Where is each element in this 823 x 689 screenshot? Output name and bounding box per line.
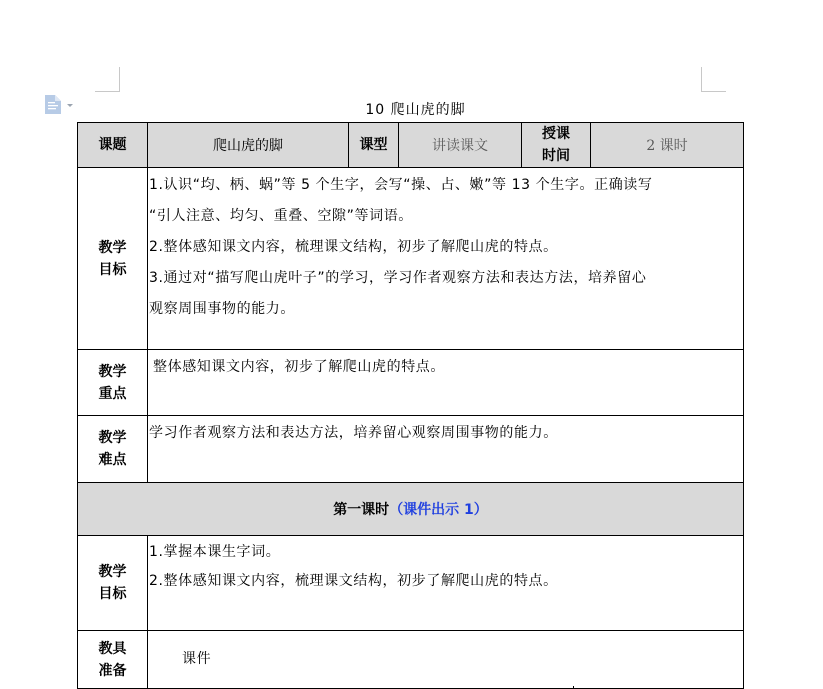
teaching-tools-row bbox=[78, 631, 744, 689]
class-time-label-line1: 授课 bbox=[542, 126, 570, 142]
label-line1: 教学 bbox=[98, 363, 127, 380]
lesson1-objectives-content bbox=[148, 536, 744, 631]
objective-line: 观察周围事物的能力。 bbox=[149, 301, 295, 317]
teaching-objectives-row bbox=[78, 168, 744, 350]
objective-line: “引人注意、均匀、重叠、空隙”等词语。 bbox=[149, 208, 413, 224]
class-time-value: 2 课时 bbox=[591, 123, 744, 168]
objective-line: 2.整体感知课文内容，梳理课文结构，初步了解爬山虎的特点。 bbox=[149, 573, 558, 589]
key-points-row bbox=[78, 350, 744, 416]
page-corner-mark-top-left bbox=[95, 67, 120, 92]
first-lesson-heading bbox=[78, 483, 744, 536]
document-title: 10 爬山虎的脚 bbox=[365, 102, 466, 118]
objective-line: 2.整体感知课文内容，梳理课文结构，初步了解爬山虎的特点。 bbox=[149, 239, 558, 255]
objective-line: 3.通过对“描写爬山虎叶子”的学习，学习作者观察方法和表达方法，培养留心 bbox=[149, 270, 647, 286]
class-time-label-line2: 时间 bbox=[542, 148, 570, 164]
teaching-tools-label bbox=[78, 631, 148, 689]
difficulties-row bbox=[78, 416, 744, 483]
label-line2: 准备 bbox=[98, 662, 127, 679]
teaching-objectives-content bbox=[148, 168, 744, 350]
label-line2: 重点 bbox=[98, 385, 127, 402]
teaching-objectives-label bbox=[78, 168, 148, 350]
difficulties-content: 学习作者观察方法和表达方法，培养留心观察周围事物的能力。 bbox=[148, 416, 744, 483]
label-line1: 教学 bbox=[98, 430, 127, 446]
topic-value: 爬山虎的脚 bbox=[148, 123, 349, 168]
key-points-content: 整体感知课文内容，初步了解爬山虎的特点。 bbox=[148, 350, 744, 416]
label-line1: 教学 bbox=[98, 564, 127, 580]
label-line2: 目标 bbox=[98, 586, 127, 602]
page-corner-mark-top-right bbox=[701, 67, 726, 92]
first-lesson-section-row bbox=[78, 483, 744, 536]
lesson-plan-table bbox=[77, 122, 744, 689]
lesson1-objectives-row bbox=[78, 536, 744, 631]
label-line2: 难点 bbox=[98, 452, 127, 468]
label-line2: 目标 bbox=[98, 261, 127, 278]
label-line1: 教具 bbox=[98, 640, 127, 657]
section-note: （课件出示 1） bbox=[389, 502, 488, 518]
objective-line: 1.掌握本课生字词。 bbox=[149, 544, 281, 560]
objective-line: 1.认识“均、柄、蜗”等 5 个生字，会写“操、占、嫩”等 13 个生字。正确读写 bbox=[149, 177, 653, 193]
lesson-type-label: 课型 bbox=[349, 123, 399, 168]
section-title: 第一课时 bbox=[333, 502, 390, 518]
class-time-label bbox=[522, 123, 591, 168]
teaching-tools-content: 课件 bbox=[148, 631, 744, 689]
lesson1-objectives-label bbox=[78, 536, 148, 631]
label-line1: 教学 bbox=[98, 239, 127, 256]
header-row bbox=[78, 123, 744, 168]
difficulties-label bbox=[78, 416, 148, 483]
topic-label: 课题 bbox=[78, 123, 148, 168]
lesson-type-value: 讲读课文 bbox=[399, 123, 522, 168]
key-points-label bbox=[78, 350, 148, 416]
